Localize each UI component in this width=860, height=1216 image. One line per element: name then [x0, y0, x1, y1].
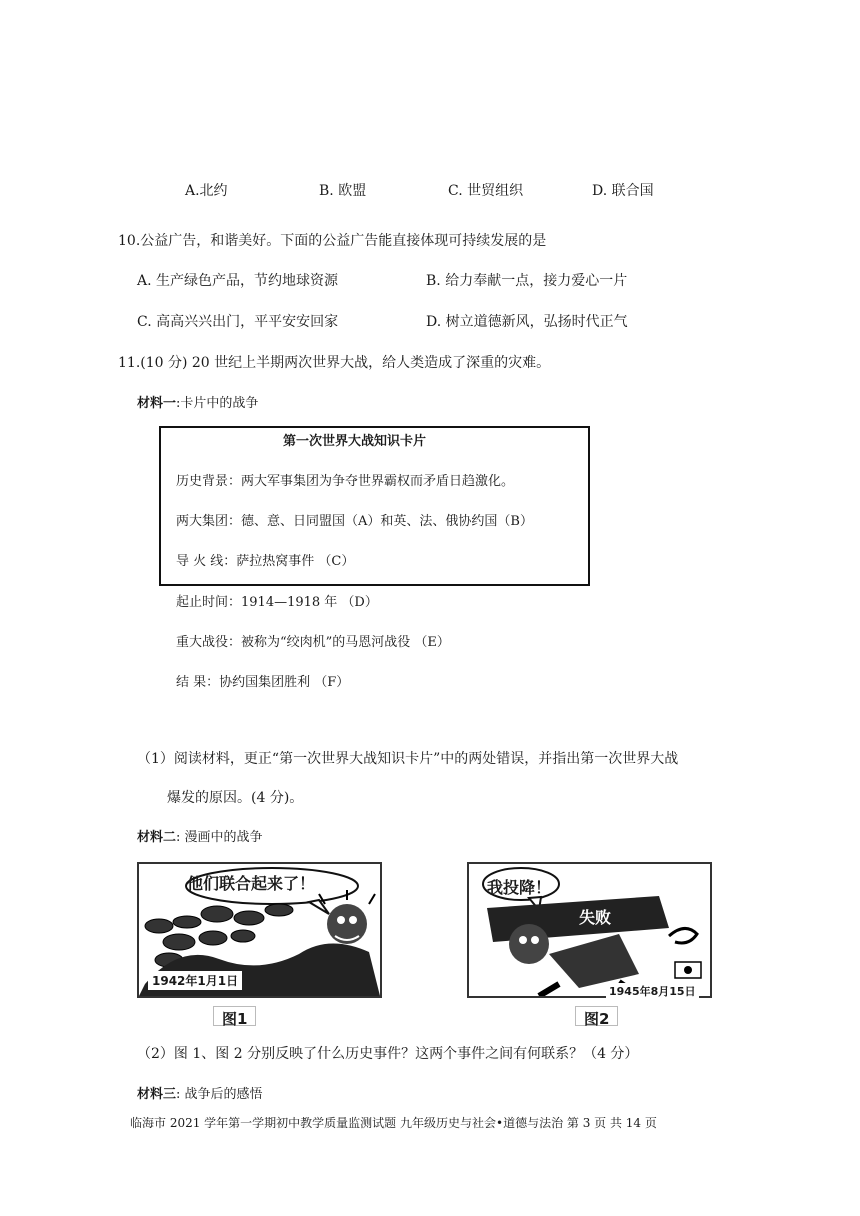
material-1-label: 材料一	[137, 396, 177, 411]
material-2-text: : 漫画中的战争	[176, 830, 263, 845]
knowledge-card-title: 第一次世界大战知识卡片	[283, 434, 427, 449]
figure-1-caption: 图1	[213, 1006, 256, 1026]
q10-option-a: A. 生产绿色产品，节约地球资源	[137, 273, 339, 289]
card-row-dates: 起止时间：1914—1918 年 （D）	[176, 595, 378, 610]
option-a: A.北约	[185, 183, 228, 199]
card-row-trigger: 导 火 线：萨拉热窝事件 （C）	[176, 554, 355, 569]
card-row-battle: 重大战役：被称为“绞肉机”的马恩河战役 （E）	[176, 635, 450, 650]
sub-question-1-line2: 爆发的原因。(4 分)。	[167, 790, 304, 806]
material-1-heading	[137, 392, 258, 411]
card-row-result: 结 果：协约国集团胜利 （F）	[176, 675, 350, 690]
option-b: B. 欧盟	[319, 183, 367, 199]
sub-question-2: （2）图 1、图 2 分别反映了什么历史事件？这两个事件之间有何联系？（4 分）	[137, 1046, 639, 1062]
figure-2-caption: 图2	[575, 1006, 618, 1026]
cartoon-2-label: 失败	[579, 908, 612, 927]
material-3-label: 材料三	[137, 1087, 177, 1102]
cartoon-2-speech: 我投降！	[487, 878, 552, 897]
material-3-heading	[137, 1083, 263, 1102]
card-row-blocs: 两大集团：德、意、日同盟国（A）和英、法、俄协约国（B）	[176, 514, 533, 529]
material-2-heading	[137, 826, 263, 845]
option-c: C. 世贸组织	[448, 183, 524, 199]
q10-option-d: D. 树立道德新风，弘扬时代正气	[426, 314, 628, 330]
question-11-stem: 11.(10 分) 20 世纪上半期两次世界大战，给人类造成了深重的灾难。	[118, 355, 551, 371]
option-d: D. 联合国	[592, 183, 654, 199]
material-3-text: : 战争后的感悟	[176, 1087, 263, 1102]
card-row-background: 历史背景：两大军事集团为争夺世界霸权而矛盾日趋激化。	[176, 474, 515, 489]
cartoon-1-speech: 他们联合起来了！	[187, 874, 316, 893]
page-footer: 临海市 2021 学年第一学期初中教学质量监测试题 九年级历史与社会•道德与法治 第 3 页 共 14 页	[130, 1116, 657, 1130]
q10-option-b: B. 给力奉献一点，接力爱心一片	[426, 273, 628, 289]
cartoon-1-date: 1942年1月1日	[148, 971, 242, 990]
cartoon-2-date: 1945年8月15日	[606, 983, 699, 999]
sub-question-1-line1: （1）阅读材料，更正“第一次世界大战知识卡片”中的两处错误，并指出第一次世界大战	[137, 751, 679, 767]
question-10-stem: 10.公益广告，和谐美好。下面的公益广告能直接体现可持续发展的是	[118, 233, 547, 249]
material-1-text: :卡片中的战争	[176, 396, 259, 411]
material-2-label: 材料二	[137, 830, 177, 845]
q10-option-c: C. 高高兴兴出门，平平安安回家	[137, 314, 339, 330]
